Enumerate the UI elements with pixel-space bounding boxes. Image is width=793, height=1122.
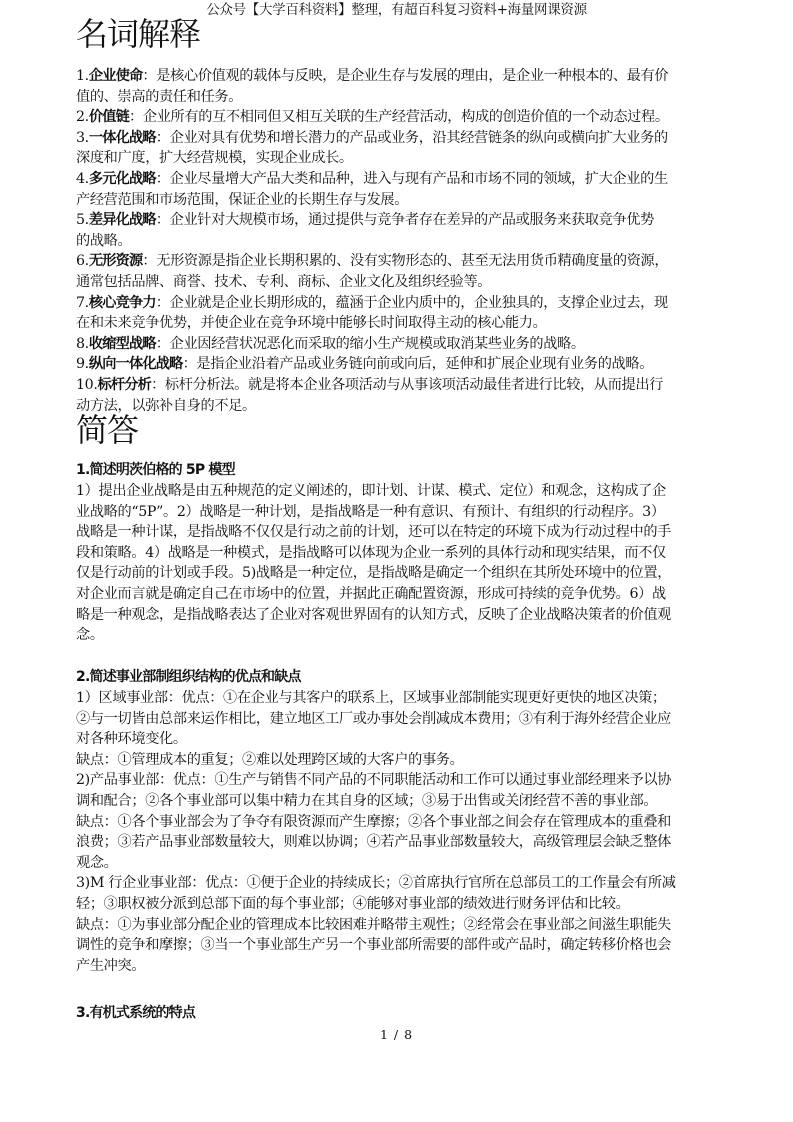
definition-line: [76, 396, 766, 417]
definition-number: 4.: [76, 170, 89, 187]
definition-text: ：企业因经营状况恶化而采取的缩小生产规模或取消某些业务的战略。: [155, 335, 585, 352]
section-title-short-answers: 简答: [76, 411, 139, 449]
definition-line: [76, 169, 766, 190]
answer-line: 略是一种观念，是指战略表达了企业对客观世界固有的认知方式，反映了企业战略决策者的价值观: [76, 606, 672, 623]
definition-term: 纵向一体化战略: [88, 356, 183, 373]
answer-line: 缺点：①管理成本的重复；②难以处理跨区域的大客户的事务。: [76, 751, 464, 768]
definition-term: 多元化战略: [88, 170, 156, 187]
answer-line: 浪费；③若产品事业部数量较大，则难以协调；④若产品事业部数量较大，高级管理层会缺乏整体: [76, 834, 672, 851]
answer-line: 调和配合；②各个事业部可以集中精力在其自身的区域；③易于出售或关闭经营不善的事业部。: [76, 792, 658, 809]
definition-line: [76, 313, 766, 334]
definition-number: 3.: [76, 129, 89, 146]
definition-text: 深度和广度，扩大经营规模，实现企业成长。: [76, 150, 353, 167]
answer-line: 2)产品事业部：优点：①生产与销售不同产品的不同职能活动和工作可以通过事业部经理来予以协: [76, 772, 672, 789]
definition-number: 2.: [76, 109, 89, 126]
answer-line: 产生冲突。: [76, 957, 146, 974]
definition-line: [76, 210, 766, 231]
definition-term: 收缩型战略: [88, 335, 156, 352]
answer-line: ②与一切皆由总部来运作相比，建立地区工厂或办事处会削减成本费用；③有利于海外经营企业应: [76, 710, 672, 727]
answer-line: 调性的竞争和摩擦；③当一个事业部生产另一个事业部所需要的部件或产品时，确定转移价格也会: [76, 937, 672, 954]
definition-line: [76, 190, 766, 211]
definition-text: 在和未来竞争优势，并使企业在竞争环境中能够长时间取得主动的核心能力。: [76, 315, 547, 332]
definition-line: [76, 231, 766, 252]
definition-term: 企业使命: [88, 68, 143, 84]
definition-text: 动方法，以弥补自身的不足。: [76, 397, 256, 414]
definition-text: 值的、崇高的责任和任务。: [76, 88, 243, 105]
answer-line: 念。: [76, 627, 104, 644]
answer-line: 战略是一种计谋，是指战略不仅仅是行动之前的计划，还可以在特定的环境下成为行动过程中的手: [76, 524, 672, 541]
definition-text: 通常包括品牌、商誉、技术、专利、商标、企业文化及组织经验等。: [76, 273, 492, 290]
definition-line: [76, 128, 766, 149]
definition-line: [76, 107, 766, 128]
definition-text: ：是指企业沿着产品或业务链向前或向后，延伸和扩展企业现有业务的战略。: [182, 356, 654, 373]
page-number: 1 / 8: [379, 1027, 414, 1042]
definition-line: [76, 251, 766, 272]
definition-number: 7.: [76, 294, 89, 311]
definition-text: ：企业就是企业长期形成的，蕴涵于企业内质中的，企业独具的，支撑企业过去，现: [155, 294, 668, 311]
definition-term: 差异化战略: [88, 212, 156, 229]
definition-line: [76, 293, 766, 314]
definition-term: 标杆分析: [97, 376, 152, 393]
question-title-3: 3.有机式系统的特点: [76, 1005, 196, 1021]
definition-text: ：企业尽量增大产品大类和品种，进入与现有产品和市场不同的领域，扩大企业的生: [155, 170, 668, 187]
definition-line: [76, 66, 766, 87]
definition-line: [76, 87, 766, 108]
definition-number: 5.: [76, 212, 89, 229]
definition-text: ：企业针对大规模市场，通过提供与竞争者存在差异的产品或服务来获取竞争优势: [155, 212, 654, 229]
answer-line: 观念。: [76, 854, 118, 871]
answer-line: 3)M 行企业事业部：优点：①便于企业的持续成长；②首席执行官所在总部员工的工作量会有所减: [76, 875, 676, 892]
definition-term: 价值链: [88, 109, 130, 126]
answer-line: 对各种环境变化。: [76, 731, 187, 748]
question-answer-2: [76, 688, 766, 976]
definition-text: ：是核心价值观的载体与反映，是企业生存与发展的理由，是企业一种根本的、最有价: [142, 68, 669, 84]
definition-line: [76, 354, 766, 375]
answer-line: 1）区域事业部：优点：①在企业与其客户的联系上，区域事业部制能实现更好更快的地区决策；: [76, 690, 666, 706]
question-title-1: 1.简述明茨伯格的 5P 模型: [76, 462, 235, 478]
definition-term: 一体化战略: [88, 129, 156, 146]
answer-line: 对企业而言就是确定自己在市场中的位置，并据此正确配置资源，形成可持续的竞争优势。6）战: [76, 585, 666, 602]
answer-line: 业战略的“5P”。2）战略是一种计划，是指战略是一种有意识、有预计、有组织的行动程序。3）: [76, 503, 665, 520]
answer-line: 缺点：①各个事业部会为了争夺有限资源而产生摩擦；②各个事业部之间会存在管理成本的重叠和: [76, 813, 672, 830]
definition-text: ：标杆分析法。就是将本企业各项活动与从事该项活动最佳者进行比较，从而提出行: [151, 376, 664, 393]
definition-line: [76, 334, 766, 355]
section-title-definitions: 名词解释: [76, 15, 201, 53]
definitions-list: [76, 66, 766, 416]
definition-line: [76, 148, 766, 169]
definition-text: 的战略。: [76, 232, 132, 249]
definition-text: ：企业对具有优势和增长潜力的产品或业务，沿其经营链条的纵向或横向扩大业务的: [155, 129, 668, 146]
definition-number: 8.: [76, 335, 89, 352]
answer-line: 段和策略。4）战略是一种模式，是指战略可以体现为企业一系列的具体行动和现实结果，而不仅: [76, 544, 666, 561]
definition-number: 6.: [76, 253, 89, 270]
definition-text: 产经营范围和市场范围，保证企业的长期生存与发展。: [76, 191, 409, 208]
question-answer-1: [76, 481, 766, 646]
answer-line: 轻；③职权被分派到总部下面的每个事业部；④能够对事业部的绩效进行财务评估和比较。: [76, 895, 630, 912]
definition-text: ：企业所有的互不相同但又相互关联的生产经营活动，构成的创造价值的一个动态过程。: [129, 109, 669, 126]
definition-term: 无形资源: [88, 253, 143, 270]
answer-line: 1）提出企业战略是由五种规范的定义阐述的，即计划、计谋、模式、定位）和观念，这构成了企: [76, 483, 666, 499]
definition-number: 9.: [76, 356, 89, 373]
definition-text: ：无形资源是指企业长期积累的、没有实物形态的、甚至无法用货币精确度量的资源，: [142, 253, 669, 270]
definition-line: [76, 272, 766, 293]
definition-number: 10.: [76, 376, 98, 393]
definition-number: 1.: [76, 68, 89, 84]
definition-term: 核心竞争力: [88, 294, 156, 311]
answer-line: 缺点：①为事业部分配企业的管理成本比较困难并略带主观性；②经常会在事业部之间滋生职能失: [76, 916, 672, 933]
definition-line: [76, 375, 766, 396]
page-header: 公众号【大学百科资料】整理，有超百科复习资料+海量网课资源: [206, 2, 587, 18]
question-title-2: 2.简述事业部制组织结构的优点和缺点: [76, 669, 301, 685]
answer-line: 仅是行动前的计划或手段。5)战略是一种定位，是指战略是确定一个组织在其所处环境中的位置，: [76, 565, 672, 582]
